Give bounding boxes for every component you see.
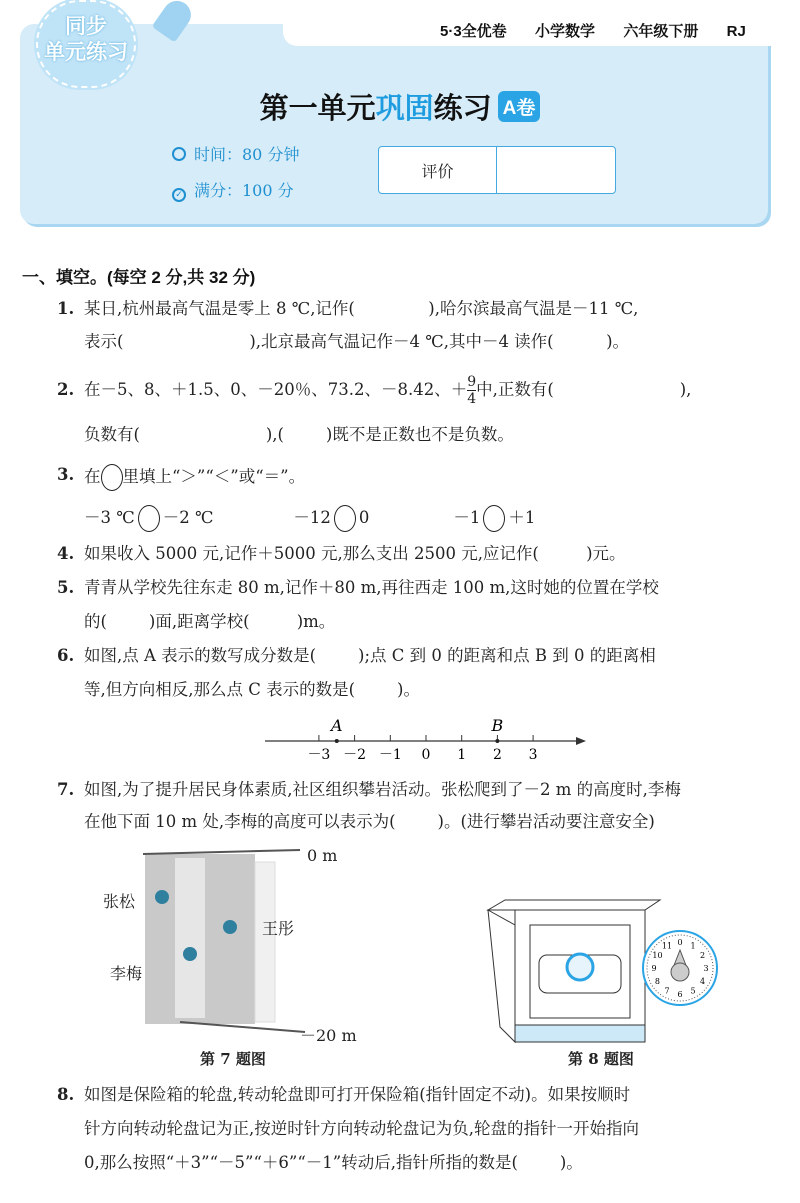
dial-number: 6 bbox=[677, 990, 683, 999]
compare-circle[interactable] bbox=[334, 505, 356, 532]
safe-top bbox=[488, 900, 660, 910]
climbing-wall-figure bbox=[95, 842, 375, 1042]
climber-name: 张松 bbox=[103, 892, 136, 911]
tick-label: 0 bbox=[421, 747, 431, 763]
climber-name: 李梅 bbox=[110, 964, 143, 983]
point-label: A bbox=[330, 716, 343, 735]
tick-label: －3 bbox=[307, 747, 331, 763]
point-marker bbox=[495, 739, 499, 743]
question-text: 等,但方向相反,那么点 C 表示的数是( )。 bbox=[84, 680, 420, 699]
tick-label: －1 bbox=[378, 747, 402, 763]
wall-panel bbox=[175, 858, 205, 1018]
compare-left: －3 ℃ bbox=[84, 508, 135, 527]
question-number: 7. bbox=[57, 780, 75, 799]
text-part: 在 bbox=[84, 467, 101, 486]
dial-knob bbox=[671, 963, 689, 981]
label-top: 0 m bbox=[307, 846, 338, 865]
number-line bbox=[260, 708, 600, 768]
fraction bbox=[467, 374, 476, 407]
question-text: 如果收入 5000 元,记作＋5000 元,那么支出 2500 元,应记作( )元。 bbox=[84, 544, 626, 563]
question-text: 某日,杭州最高气温是零上 8 ℃,记作( ),哈尔滨最高气温是－11 ℃, bbox=[84, 299, 639, 318]
figure-caption: 第 7 题图 bbox=[200, 1050, 266, 1068]
figure-caption: 第 8 题图 bbox=[568, 1050, 634, 1068]
compare-circle[interactable] bbox=[483, 505, 505, 532]
tick-label: 1 bbox=[457, 747, 467, 763]
compare-row bbox=[84, 505, 535, 532]
question-number: 5. bbox=[57, 578, 75, 597]
tick-label: 2 bbox=[492, 747, 502, 763]
question-text: 0,那么按照“＋3”“－5”“＋6”“－1”转动后,指针所指的数是( )。 bbox=[84, 1153, 583, 1172]
compare-left: －1 bbox=[453, 508, 481, 527]
question-text bbox=[84, 368, 691, 412]
series-label: 5·3全优卷 小学数学 六年级下册 RJ bbox=[440, 23, 746, 40]
tick-label: －2 bbox=[343, 747, 367, 763]
eval-field[interactable] bbox=[497, 147, 615, 193]
text-part: 在－5、8、＋1.5、0、－20％、73.2、－8.42、＋ bbox=[84, 380, 468, 399]
compare-right: －2 ℃ bbox=[162, 508, 214, 527]
dial-number: 11 bbox=[661, 941, 673, 951]
score-text: 满分：100 分 bbox=[194, 181, 294, 200]
climber-icon bbox=[155, 890, 169, 904]
page-title bbox=[0, 86, 800, 127]
climber-icon bbox=[183, 947, 197, 961]
text-part: 里填上“＞”“＜”或“＝”。 bbox=[122, 467, 306, 486]
dial-number: 4 bbox=[699, 977, 706, 986]
time-info bbox=[172, 142, 299, 165]
dial-number: 0 bbox=[677, 938, 683, 947]
question-text: 负数有( ),( )既不是正数也不是负数。 bbox=[84, 425, 514, 444]
question-text: 如图,点 A 表示的数写成分数是( );点 C 到 0 的距离和点 B 到 0 的距离相 bbox=[84, 646, 656, 665]
dial-number: 10 bbox=[652, 951, 663, 960]
score-info bbox=[172, 178, 294, 202]
question-text: 的( )面,距离学校( )m。 bbox=[84, 612, 336, 631]
point-marker bbox=[335, 739, 339, 743]
compare-right: ＋1 bbox=[508, 508, 536, 527]
dial-number: 8 bbox=[654, 977, 661, 986]
axis-arrow bbox=[576, 737, 586, 745]
question-number: 4. bbox=[57, 544, 75, 563]
label-bottom: －20 m bbox=[300, 1026, 357, 1045]
dial-number: 5 bbox=[690, 986, 696, 996]
tick-label: 3 bbox=[528, 747, 538, 763]
compare-left: －12 bbox=[293, 508, 331, 527]
top-line bbox=[143, 850, 300, 854]
logo-line2: 单元练习 bbox=[44, 41, 128, 64]
time-text: 时间：80 分钟 bbox=[194, 145, 300, 164]
question-number: 2. bbox=[57, 380, 75, 399]
question-text: 青青从学校先往东走 80 m,记作＋80 m,再往西走 100 m,这时她的位置在学校 bbox=[84, 578, 659, 597]
hourglass-icon bbox=[172, 147, 186, 161]
numerator: 9 bbox=[467, 374, 477, 390]
dial-figure bbox=[640, 928, 720, 1008]
climber-name: 王彤 bbox=[262, 919, 295, 938]
dial-number: 1 bbox=[690, 941, 696, 951]
climber-icon bbox=[223, 920, 237, 934]
title-part: 练习 bbox=[433, 93, 492, 125]
compare-right: 0 bbox=[358, 508, 370, 527]
dial-number: 3 bbox=[703, 964, 709, 973]
wall-side bbox=[255, 862, 275, 1022]
question-text: 在他下面 10 m 处,李梅的高度可以表示为( )。(进行攀岩活动要注意安全) bbox=[84, 812, 655, 831]
section-heading: 一、填空。(每空 2 分,共 32 分) bbox=[22, 268, 256, 287]
question-text: 如图是保险箱的轮盘,转动轮盘即可打开保险箱(指针固定不动)。如果按顺时 bbox=[84, 1085, 631, 1104]
logo-cloud bbox=[36, 0, 136, 88]
safe-side bbox=[488, 910, 515, 1042]
question-text bbox=[84, 464, 305, 491]
dial-number: 2 bbox=[699, 951, 706, 960]
eval-label: 评价 bbox=[379, 147, 497, 193]
title-part: 第一单元 bbox=[259, 93, 376, 125]
question-text: 表示( ),北京最高气温记作－4 ℃,其中－4 读作( )。 bbox=[84, 332, 630, 351]
dial-number: 9 bbox=[651, 964, 657, 973]
question-number: 3. bbox=[57, 465, 75, 484]
denominator: 4 bbox=[467, 391, 477, 407]
evaluation-box bbox=[378, 146, 616, 194]
safe-dial bbox=[567, 954, 593, 980]
question-number: 8. bbox=[57, 1085, 75, 1104]
safe-base bbox=[515, 1025, 645, 1042]
title-highlight: 巩固 bbox=[375, 93, 434, 125]
text-part: 中,正数有( ), bbox=[476, 380, 692, 399]
question-number: 6. bbox=[57, 646, 75, 665]
compare-circle[interactable] bbox=[138, 505, 160, 532]
question-text: 针方向转动轮盘记为正,按逆时针方向转动轮盘记为负,轮盘的指针一开始指向 bbox=[84, 1119, 639, 1138]
circle-blank bbox=[101, 464, 123, 491]
check-icon: ✓ bbox=[172, 188, 186, 202]
question-text: 如图,为了提升居民身体素质,社区组织攀岩活动。张松爬到了－2 m 的高度时,李梅 bbox=[84, 780, 681, 799]
question-number: 1. bbox=[57, 299, 75, 318]
logo-line1: 同步 bbox=[65, 15, 107, 38]
version-badge: A卷 bbox=[498, 91, 541, 122]
point-label: B bbox=[491, 716, 504, 735]
dial-number: 7 bbox=[664, 986, 670, 996]
